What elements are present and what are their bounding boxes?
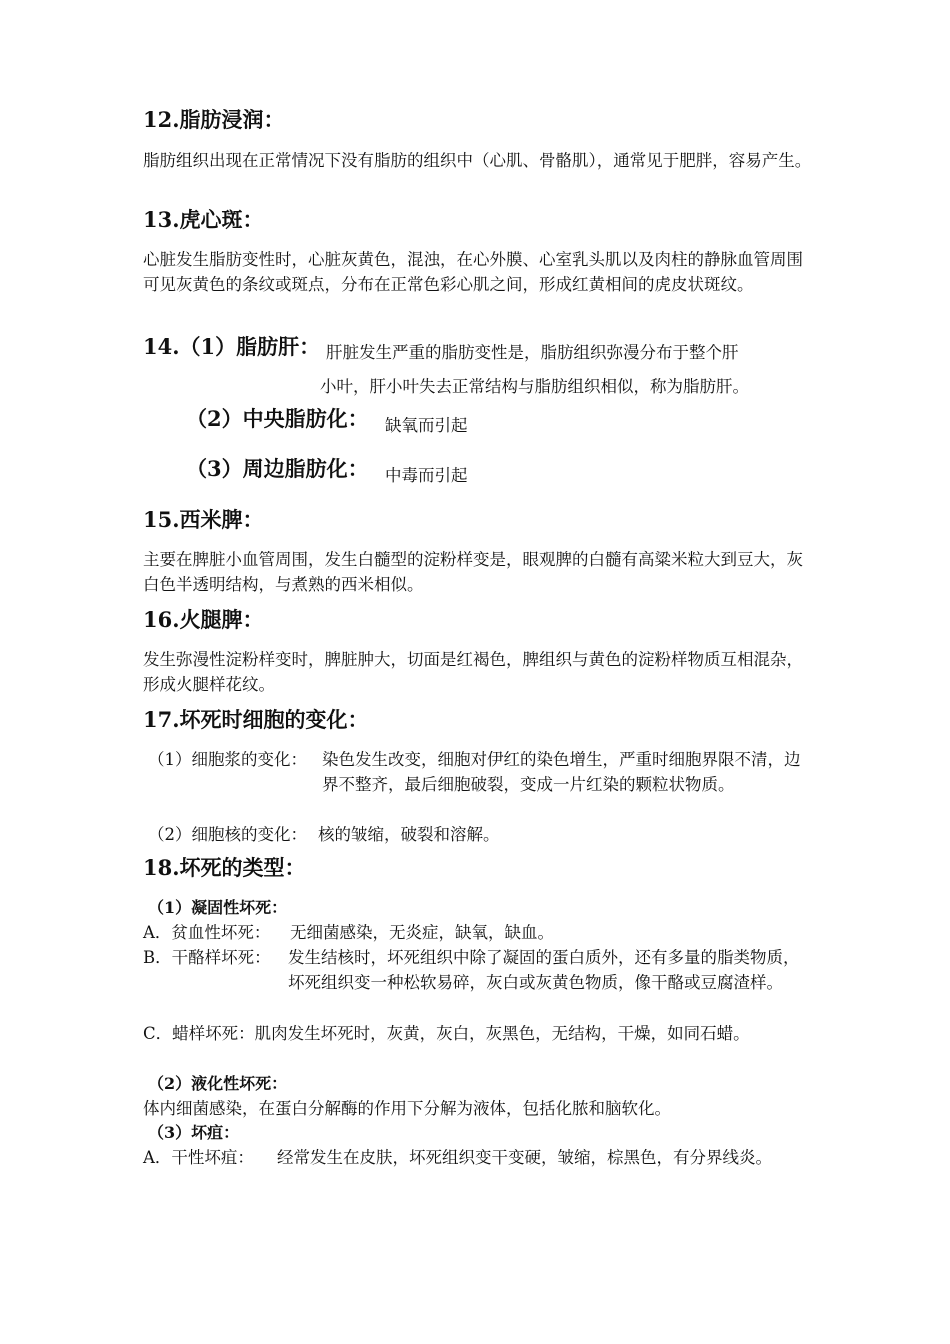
section-18-sub-1 bbox=[148, 896, 287, 920]
section-18-d-text: 经常发生在皮肤，坏死组织变干变硬，皱缩，棕黑色，有分界线炎。 bbox=[277, 1148, 772, 1167]
section-18-title: 18.坏死的类型： bbox=[143, 855, 306, 880]
section-14-text-3: 中毒而引起 bbox=[385, 466, 468, 485]
section-15-title: 15.西米脾： bbox=[143, 507, 264, 532]
section-18-sub-2-label: （2）液化性坏死： bbox=[148, 1074, 288, 1093]
section-13-title: 13.虎心斑： bbox=[143, 207, 264, 232]
section-17-item-1-text: 染色发生改变，细胞对伊红的染色增生，严重时细胞界限不清，边界不整齐，最后细胞破裂，变成一片红染的颗粒状物质。 bbox=[322, 750, 801, 794]
section-18-sub-3 bbox=[148, 1121, 239, 1145]
section-14-label-2: （2）中央脂肪化： bbox=[186, 406, 369, 431]
section-18-sub-2 bbox=[148, 1072, 287, 1096]
section-17-item-2-label: （2）细胞核的变化： bbox=[148, 825, 307, 844]
section-14-text-1b: 小叶，肝小叶失去正常结构与脂肪组织相似，称为脂肪肝。 bbox=[320, 377, 749, 396]
section-14-text-2: 缺氧而引起 bbox=[385, 416, 468, 435]
section-18-a-text: 无细菌感染，无炎症，缺氧，缺血。 bbox=[290, 923, 554, 942]
section-18-sub-1-label: （1）凝固性坏死： bbox=[148, 898, 288, 917]
section-18-sub-3-label: （3）坏疽： bbox=[148, 1123, 240, 1142]
section-12-title: 12.脂肪浸润： bbox=[143, 107, 285, 132]
section-14-label-3: （3）周边脂肪化： bbox=[186, 456, 369, 481]
section-13-body: 心脏发生脂肪变性时，心脏灰黄色，混浊，在心外膜、心室乳头肌以及肉柱的静脉血管周围可见灰黄色的条纹或斑点，分布在正常色彩心肌之间，形成红黄相间的虎皮状斑纹。 bbox=[143, 250, 803, 294]
section-18-d-label: A．干性坏疽： bbox=[143, 1148, 254, 1167]
section-15-body: 主要在脾脏小血管周围，发生白髓型的淀粉样变是，眼观脾的白髓有高粱米粒大到豆大，灰白色半透明结构，与煮熟的西米相似。 bbox=[143, 550, 803, 594]
section-17-item-1-label: （1）细胞浆的变化： bbox=[148, 750, 307, 769]
section-18-sub-2-text: 体内细菌感染，在蛋白分解酶的作用下分解为液体，包括化脓和脑软化。 bbox=[143, 1099, 671, 1118]
section-18-b-label: B．干酪样坏死： bbox=[143, 948, 271, 967]
section-14-text-1a: 肝脏发生严重的脂肪变性是，脂肪组织弥漫分布于整个肝 bbox=[326, 343, 739, 362]
section-17-title: 17.坏死时细胞的变化： bbox=[143, 707, 369, 732]
section-16-body: 发生弥漫性淀粉样变时，脾脏肿大，切面是红褐色，脾组织与黄色的淀粉样物质互相混杂，形成火腿样花纹。 bbox=[143, 650, 803, 694]
section-12-body: 脂肪组织出现在正常情况下没有脂肪的组织中（心肌、骨骼肌），通常见于肥胖，容易产生。 bbox=[143, 151, 812, 170]
section-18-a-label: A．贫血性坏死： bbox=[143, 923, 271, 942]
section-18-c-text: C．蜡样坏死：肌肉发生坏死时，灰黄，灰白，灰黑色，无结构，干燥，如同石蜡。 bbox=[143, 1024, 750, 1043]
section-16-title: 16.火腿脾： bbox=[143, 607, 264, 632]
section-18-b-text: 发生结核时，坏死组织中除了凝固的蛋白质外，还有多量的脂类物质，坏死组织变一种松软易碎，灰白或灰黄色物质，像干酪或豆腐渣样。 bbox=[288, 948, 800, 992]
section-14-label-1: 14.（1）脂肪肝： bbox=[143, 334, 321, 359]
section-17-item-2-text: 核的皱缩，破裂和溶解。 bbox=[318, 825, 500, 844]
